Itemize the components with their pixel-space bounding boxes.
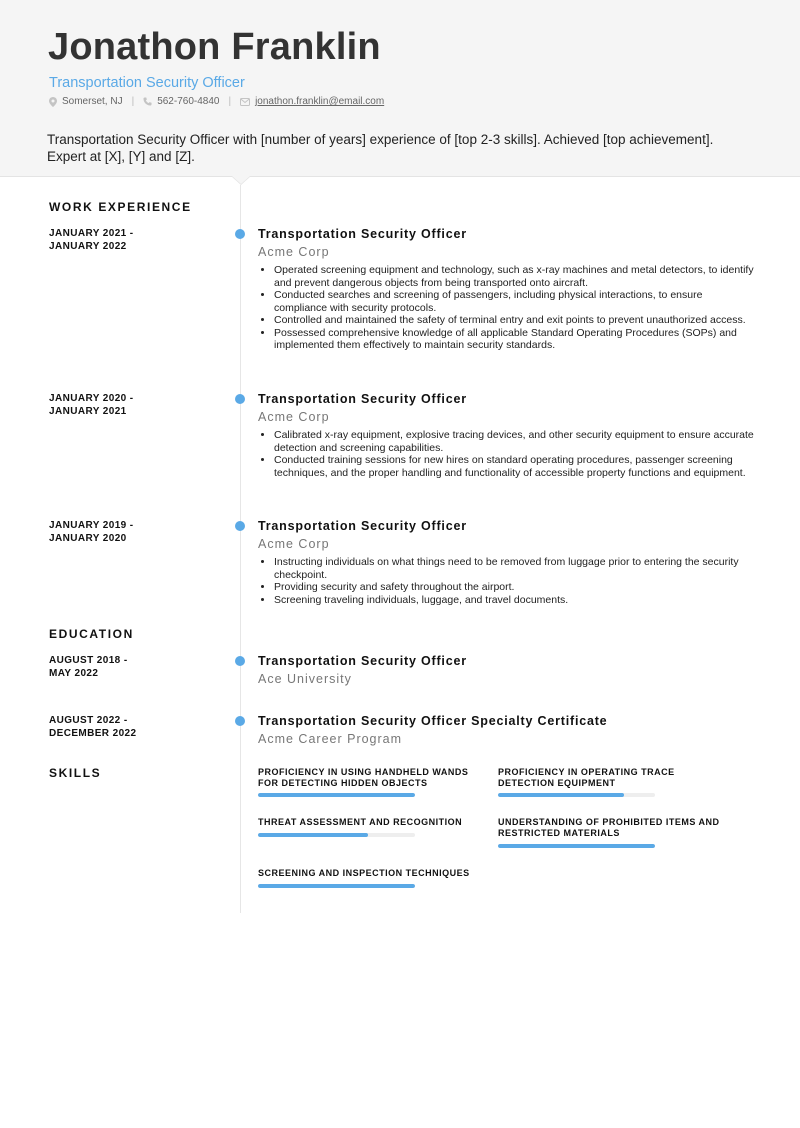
bullet-item: • Calibrated x-ray equipment, explosive tracing devices, and other security equipment to ensure accurate detection and screening capabilities. [274,429,758,454]
skill-name: PROFICIENCY IN OPERATING TRACE DETECTION EQUIPMENT [498,767,675,788]
skill-bar [258,833,415,837]
resume-header [0,0,800,177]
skill-name: UNDERSTANDING OF PROHIBITED ITEMS AND RESTRICTED MATERIALS [498,817,720,838]
company-name: Acme Corp [258,245,330,259]
contact-separator: | [228,96,232,107]
work-date [49,227,199,253]
company-name: Acme Corp [258,410,330,424]
work-date [49,392,199,418]
skill-item [258,767,483,789]
skill-item [258,817,483,828]
section-title-education: EDUCATION [49,627,134,641]
timeline-line [240,185,241,913]
job-bullets [258,264,758,352]
timeline-dot [235,229,245,239]
bullet-item: • Possessed comprehensive knowledge of all applicable Standard Operating Procedures (SOPs) and implemented them effectively to maintain security standards. [274,327,758,352]
date-start: JANUARY 2020 - [49,393,134,404]
bullet-item: • Instructing individuals on what things need to be removed from luggage prior to entering the security checkpoint. [274,556,758,581]
skill-name: SCREENING AND INSPECTION TECHNIQUES [258,868,470,878]
school-name: Ace University [258,672,352,686]
education-entry [258,713,758,747]
map-pin-icon [49,97,57,107]
bullet-item: • Operated screening equipment and technology, such as x-ray machines and metal detectors, to identify and prevent dangerous objects from being transported onto aircraft. [274,264,758,289]
education-date [49,654,199,680]
skill-bar-fill [498,793,624,797]
contact-phone [143,96,219,107]
date-end: JANUARY 2022 [49,241,127,252]
skill-bar-fill [258,793,415,797]
phone-icon [143,97,152,106]
bullet-item: • Conducted training sessions for new hires on standard operating procedures, passenger screening techniques, and the proper handling and functionality of accessible property functions and equipment. [274,454,758,479]
degree-title: Transportation Security Officer Specialty Certificate [258,714,608,728]
work-date [49,519,199,545]
date-start: AUGUST 2022 - [49,715,128,726]
job-title: Transportation Security Officer [258,519,467,533]
company-name: Acme Corp [258,537,330,551]
timeline-dot [235,716,245,726]
timeline-dot [235,656,245,666]
email-link[interactable]: jonathon.franklin@email.com [255,96,385,107]
skill-bar-fill [258,833,368,837]
education-entry [258,653,758,687]
work-entry [258,518,758,606]
summary-text: Transportation Security Officer with [number of years] experience of [top 2-3 skills]. Achieved [top achievement]. Expert at [X], [Y] and [Z]. [47,132,714,164]
contact-row [49,96,384,107]
skill-bar-fill [258,884,415,888]
date-end: MAY 2022 [49,668,99,679]
skill-item [498,767,723,789]
contact-email[interactable] [240,96,384,107]
skill-bar [258,884,415,888]
date-end: JANUARY 2021 [49,406,127,417]
bullet-item: • Screening traveling individuals, luggage, and travel documents. [274,594,758,607]
timeline-dot [235,394,245,404]
skill-name: THREAT ASSESSMENT AND RECOGNITION [258,817,463,827]
timeline-dot [235,521,245,531]
work-entry [258,226,758,352]
date-start: JANUARY 2021 - [49,228,134,239]
job-bullets [258,429,758,479]
skill-item [498,817,723,839]
school-name: Acme Career Program [258,732,403,746]
job-title: Transportation Security Officer [258,227,467,241]
envelope-icon [240,98,250,106]
location-text: Somerset, NJ [62,96,123,107]
contact-separator: | [131,96,135,107]
skill-item [258,868,483,879]
skill-bar [258,793,415,797]
education-date [49,714,199,740]
contact-location [49,96,123,107]
skill-name: PROFICIENCY IN USING HANDHELD WANDS FOR DETECTING HIDDEN OBJECTS [258,767,469,788]
skill-bar [498,793,655,797]
header-pointer [232,176,250,184]
degree-title: Transportation Security Officer [258,654,467,668]
skill-bar [498,844,655,848]
section-title-skills: SKILLS [49,766,102,780]
job-bullets [258,556,758,606]
work-entry [258,391,758,479]
date-start: AUGUST 2018 - [49,655,128,666]
date-start: JANUARY 2019 - [49,520,134,531]
section-title-work: WORK EXPERIENCE [49,200,192,214]
bullet-item: • Providing security and safety throughout the airport. [274,581,758,594]
date-end: JANUARY 2020 [49,533,127,544]
candidate-title: Transportation Security Officer [49,75,245,91]
bullet-item: • Controlled and maintained the safety of terminal entry and exit points to prevent unauthorized access. [274,314,758,327]
job-title: Transportation Security Officer [258,392,467,406]
bullet-item: • Conducted searches and screening of passengers, including physical interactions, to ensure compliance with security protocols. [274,289,758,314]
skill-bar-fill [498,844,655,848]
phone-text: 562-760-4840 [157,96,220,107]
date-end: DECEMBER 2022 [49,728,137,739]
candidate-name: Jonathon Franklin [48,26,381,68]
